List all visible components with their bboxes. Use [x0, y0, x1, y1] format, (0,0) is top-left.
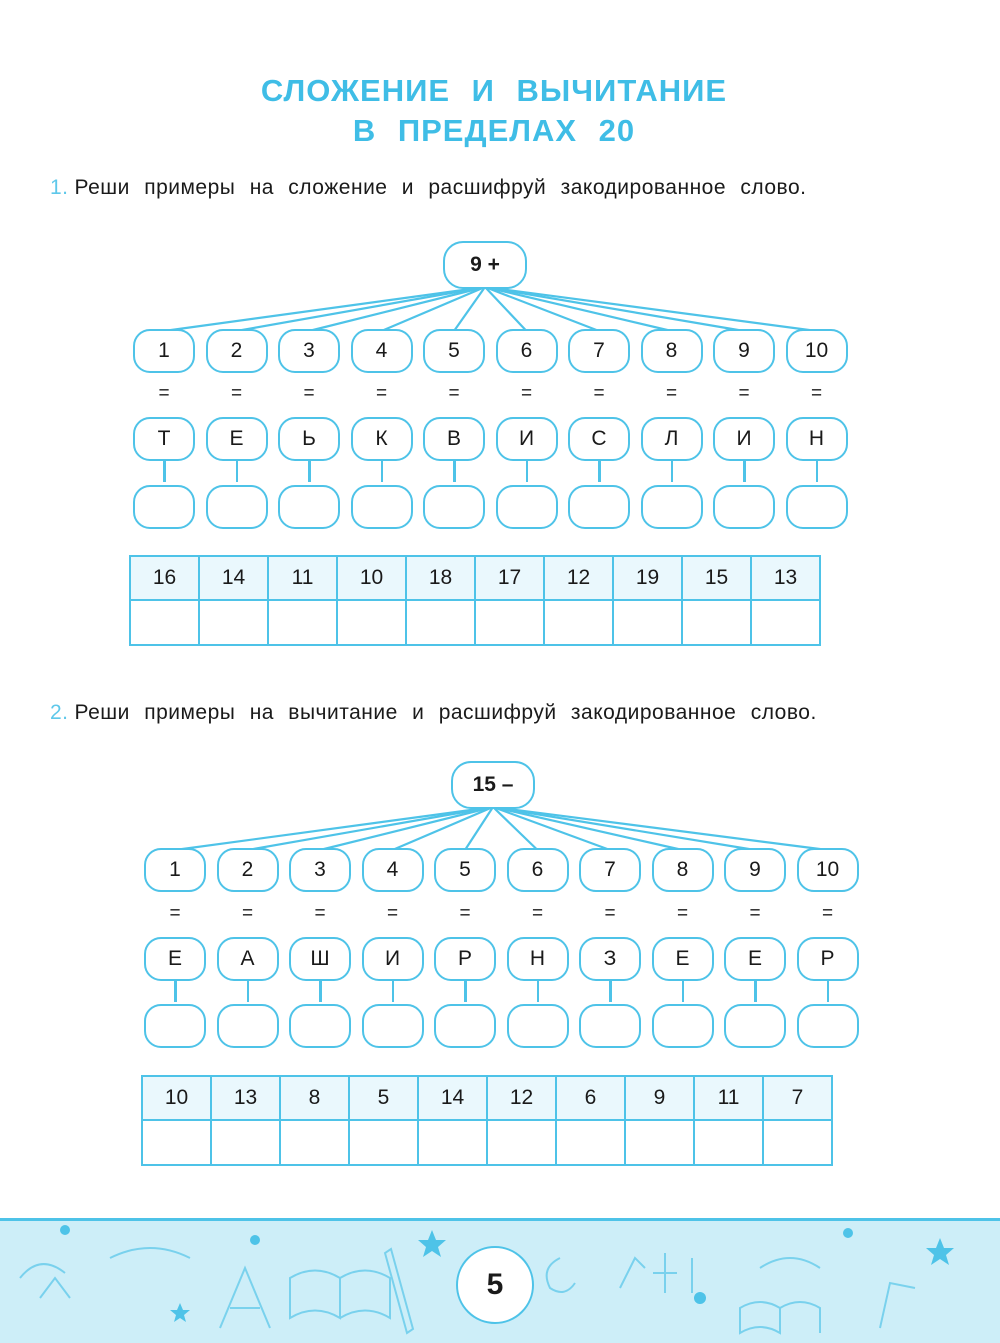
task-1-text: Реши примеры на сложение и расшифруй закодированное слово.: [74, 176, 807, 199]
letter-box: И: [362, 937, 424, 981]
page-title-line-1: СЛОЖЕНИЕ И ВЫЧИТАНИЕ: [260, 73, 728, 108]
star-icon-2: [926, 1238, 954, 1265]
equals-sign: =: [230, 383, 243, 404]
operand-box: 3: [289, 848, 351, 892]
key-answer-cell[interactable]: [487, 1120, 556, 1165]
key-value-cell: 12: [544, 556, 613, 600]
key-value-cell: 16: [130, 556, 199, 600]
answer-input-box[interactable]: [579, 1004, 641, 1048]
key-value-cell: 12: [487, 1076, 556, 1120]
doodle-swoosh-icon: [110, 1248, 190, 1258]
key-answer-cell[interactable]: [142, 1120, 211, 1165]
stem-connector: [537, 980, 540, 1002]
doodle-letter-b-icon: [547, 1258, 575, 1292]
operand-box: 6: [507, 848, 569, 892]
operation-head-box: 15 –: [451, 761, 535, 809]
letter-box: Ь: [278, 417, 340, 461]
key-value-cell: 9: [625, 1076, 694, 1120]
letter-box: Е: [144, 937, 206, 981]
star-icon: [418, 1230, 446, 1257]
operand-box: 7: [579, 848, 641, 892]
operand-box: 10: [797, 848, 859, 892]
key-answer-cell[interactable]: [418, 1120, 487, 1165]
open-book-icon: [290, 1271, 390, 1319]
stem-connector: [247, 980, 250, 1002]
task-2-text: Реши примеры на вычитание и расшифруй закодированное слово.: [74, 701, 817, 724]
key-value-cell: 11: [268, 556, 337, 600]
answer-input-box[interactable]: [507, 1004, 569, 1048]
key-value-cell: 14: [418, 1076, 487, 1120]
page-number-badge: 5: [456, 1246, 534, 1324]
letter-box: Р: [797, 937, 859, 981]
dot-icon-3: [694, 1292, 706, 1304]
equals-sign: =: [676, 903, 689, 924]
letter-box: И: [713, 417, 775, 461]
letter-box: С: [568, 417, 630, 461]
letter-box: З: [579, 937, 641, 981]
equals-sign: =: [169, 903, 181, 924]
star-icon-3: [170, 1303, 190, 1322]
answer-input-box[interactable]: [289, 1004, 351, 1048]
answer-input-box[interactable]: [217, 1004, 279, 1048]
operand-box: 4: [362, 848, 424, 892]
answer-input-box[interactable]: [652, 1004, 714, 1048]
key-value-cell: 14: [199, 556, 268, 600]
operand-box: 4: [351, 329, 413, 373]
operand-box: 5: [434, 848, 496, 892]
key-value-cell: 18: [406, 556, 475, 600]
answer-input-box[interactable]: [362, 1004, 424, 1048]
key-answer-cell[interactable]: [556, 1120, 625, 1165]
key-value-cell: 17: [475, 556, 544, 600]
key-value-cell: 10: [337, 556, 406, 600]
answer-input-box[interactable]: [144, 1004, 206, 1048]
key-answer-cell[interactable]: [625, 1120, 694, 1165]
key-answer-cell[interactable]: [349, 1120, 418, 1165]
open-book-icon-2: [740, 1302, 820, 1333]
connector-line: [493, 807, 828, 850]
equals-sign: =: [604, 903, 616, 924]
equals-sign: =: [314, 903, 326, 924]
task-1-number: 1.: [50, 176, 69, 199]
equals-sign: =: [738, 383, 750, 404]
operand-box: 8: [641, 329, 703, 373]
stem-connector: [174, 980, 177, 1002]
stem-connector: [392, 980, 395, 1002]
letter-box: Р: [434, 937, 496, 981]
key-value-cell: 13: [211, 1076, 280, 1120]
key-value-cell: 8: [280, 1076, 349, 1120]
answer-input-box[interactable]: [797, 1004, 859, 1048]
connector-line: [248, 807, 494, 850]
operand-box: 9: [724, 848, 786, 892]
equals-sign: =: [749, 903, 761, 924]
key-answer-cell[interactable]: [211, 1120, 280, 1165]
dot-icon-4: [843, 1228, 853, 1238]
key-value-cell: 11: [694, 1076, 763, 1120]
doodle-one-plus-one-icon: [620, 1253, 692, 1293]
key-value-cell: 19: [613, 556, 682, 600]
dot-icon-2: [250, 1235, 260, 1245]
answer-input-box[interactable]: [724, 1004, 786, 1048]
operand-box: 5: [423, 329, 485, 373]
equals-sign: =: [531, 903, 544, 924]
key-value-cell: 10: [142, 1076, 211, 1120]
operation-head-box: 9 +: [443, 241, 527, 289]
task-2-number: 2.: [50, 701, 69, 724]
operand-box: 10: [786, 329, 848, 373]
answer-input-box[interactable]: [434, 1004, 496, 1048]
equals-sign: =: [386, 903, 399, 924]
equals-sign: =: [520, 383, 533, 404]
letter-box: К: [351, 417, 413, 461]
key-value-cell: 6: [556, 1076, 625, 1120]
letter-box: И: [496, 417, 558, 461]
equals-sign: =: [241, 903, 254, 924]
key-answer-cell[interactable]: [280, 1120, 349, 1165]
letter-box: В: [423, 417, 485, 461]
equals-sign: =: [459, 903, 471, 924]
letter-box: Н: [507, 937, 569, 981]
equals-sign: =: [665, 383, 678, 404]
letter-box: Е: [652, 937, 714, 981]
letter-box: Е: [724, 937, 786, 981]
equals-sign: =: [821, 903, 834, 924]
doodle-letter-a-icon: [220, 1268, 270, 1328]
letter-box: Л: [641, 417, 703, 461]
key-answer-cell[interactable]: [694, 1120, 763, 1165]
letter-box: Ш: [289, 937, 351, 981]
operand-box: 8: [652, 848, 714, 892]
page-title-line-2: В ПРЕДЕЛАХ 20: [352, 113, 636, 148]
equals-sign: =: [448, 383, 460, 404]
stem-connector: [827, 980, 830, 1002]
stem-connector: [319, 980, 322, 1002]
dot-icon: [60, 1225, 70, 1235]
letter-box: Т: [133, 417, 195, 461]
equals-sign: =: [375, 383, 388, 404]
operand-box: 9: [713, 329, 775, 373]
letter-box: Н: [786, 417, 848, 461]
letter-box: Е: [206, 417, 268, 461]
key-value-cell: 15: [682, 556, 751, 600]
doodle-arc-icon: [20, 1264, 65, 1278]
key-value-cell: 13: [751, 556, 820, 600]
doodle-plus-icon: [40, 1278, 70, 1298]
key-answer-cell[interactable]: [763, 1120, 832, 1165]
decoding-table: [141, 1075, 833, 1166]
equals-sign: =: [303, 383, 315, 404]
operand-box: 3: [278, 329, 340, 373]
stem-connector: [464, 980, 467, 1002]
key-value-cell: 5: [349, 1076, 418, 1120]
doodle-swoosh-icon-2: [760, 1258, 820, 1268]
operand-box: 1: [133, 329, 195, 373]
doodle-letter-g-icon: [880, 1283, 915, 1328]
operand-box: 7: [568, 329, 630, 373]
operand-box: 2: [217, 848, 279, 892]
key-value-cell: 7: [763, 1076, 832, 1120]
stem-connector: [682, 980, 685, 1002]
operand-box: 6: [496, 329, 558, 373]
stem-connector: [609, 980, 612, 1002]
equals-sign: =: [158, 383, 170, 404]
operand-box: 1: [144, 848, 206, 892]
equals-sign: =: [593, 383, 605, 404]
letter-box: А: [217, 937, 279, 981]
stem-connector: [754, 980, 757, 1002]
equals-sign: =: [810, 383, 823, 404]
operand-box: 2: [206, 329, 268, 373]
